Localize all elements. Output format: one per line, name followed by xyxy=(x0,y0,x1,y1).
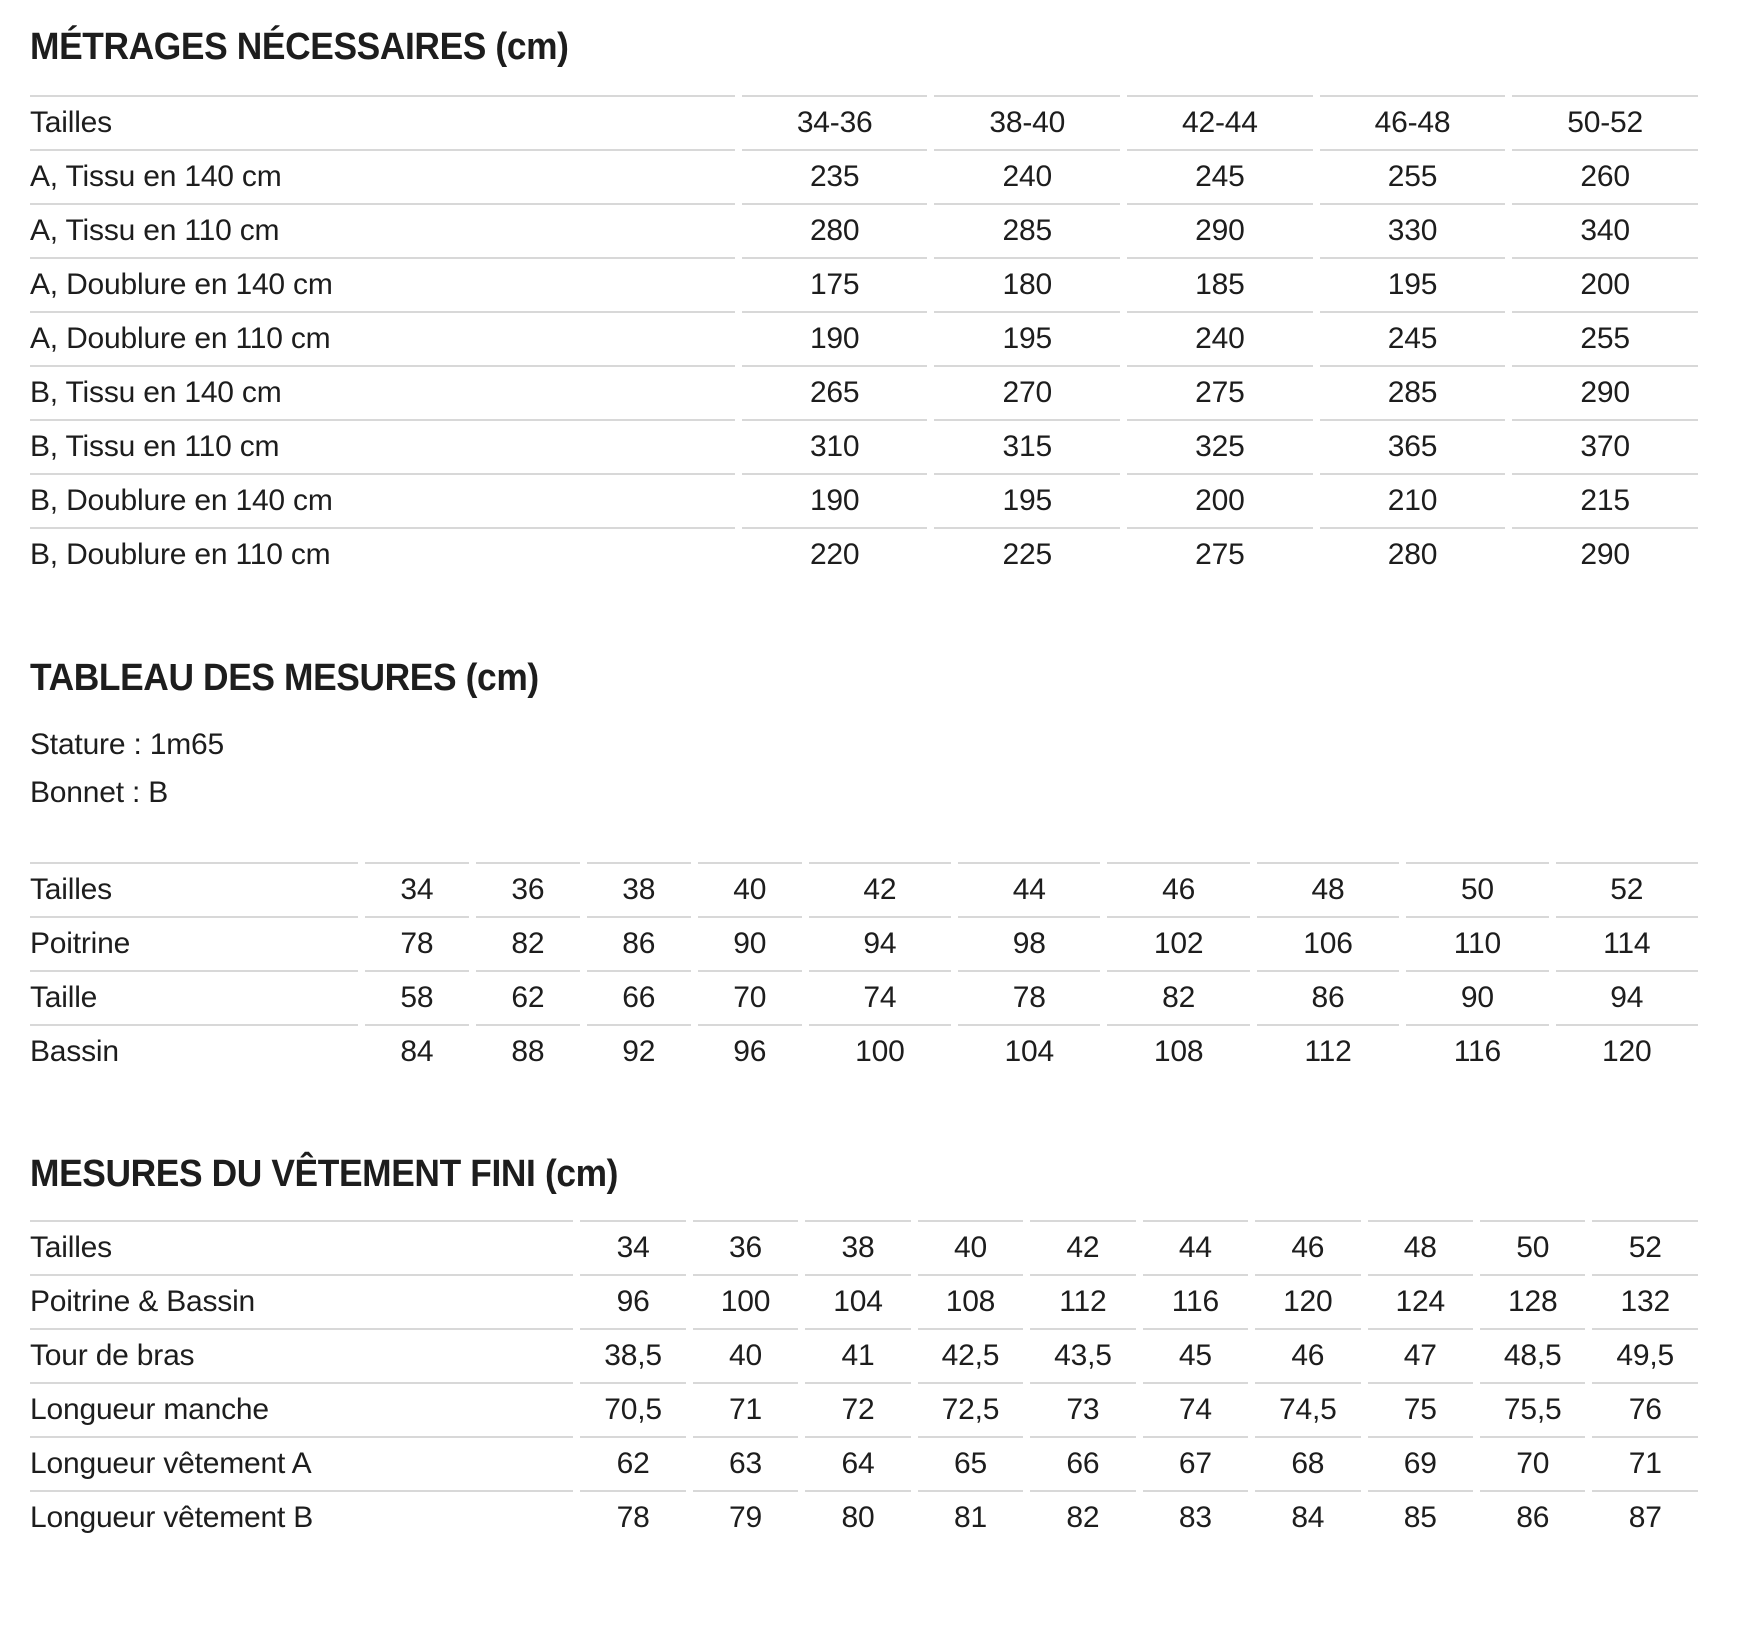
table-row xyxy=(30,527,1698,581)
size-header-cell: 34 xyxy=(580,1220,685,1274)
value-cell: 215 xyxy=(1512,473,1698,527)
value-cell: 70 xyxy=(698,970,802,1024)
value-cell: 285 xyxy=(934,203,1120,257)
value-cell: 82 xyxy=(1107,970,1249,1024)
value-cell: 46 xyxy=(1255,1328,1360,1382)
value-cell: 85 xyxy=(1368,1490,1473,1544)
value-cell: 275 xyxy=(1127,527,1313,581)
value-cell: 116 xyxy=(1143,1274,1248,1328)
value-cell: 290 xyxy=(1127,203,1313,257)
row-label-cell: A, Tissu en 140 cm xyxy=(30,149,735,203)
value-cell: 72 xyxy=(805,1382,910,1436)
value-cell: 106 xyxy=(1257,916,1399,970)
value-cell: 73 xyxy=(1030,1382,1135,1436)
value-cell: 240 xyxy=(934,149,1120,203)
size-header-row xyxy=(30,1220,1698,1274)
value-cell: 200 xyxy=(1512,257,1698,311)
size-header-cell: 34 xyxy=(365,862,469,916)
value-cell: 86 xyxy=(1480,1490,1585,1544)
table-row xyxy=(30,365,1698,419)
value-cell: 116 xyxy=(1406,1024,1548,1078)
vetement-fini-table xyxy=(23,1220,1705,1544)
table-row xyxy=(30,1328,1698,1382)
value-cell: 255 xyxy=(1512,311,1698,365)
size-header-cell: 48 xyxy=(1257,862,1399,916)
value-cell: 190 xyxy=(742,311,928,365)
note-bonnet: Bonnet : B xyxy=(30,776,169,809)
sizes-header-label-cell: Tailles xyxy=(30,862,358,916)
size-header-cell: 52 xyxy=(1592,1220,1698,1274)
row-label-cell: Longueur vêtement A xyxy=(30,1436,573,1490)
size-header-cell: 46-48 xyxy=(1320,95,1506,149)
value-cell: 86 xyxy=(587,916,691,970)
value-cell: 74 xyxy=(1143,1382,1248,1436)
value-cell: 100 xyxy=(693,1274,798,1328)
table-row xyxy=(30,257,1698,311)
mesures-table xyxy=(23,862,1705,1078)
value-cell: 74,5 xyxy=(1255,1382,1360,1436)
value-cell: 65 xyxy=(918,1436,1023,1490)
value-cell: 62 xyxy=(580,1436,685,1490)
row-label-cell: Tour de bras xyxy=(30,1328,573,1382)
size-header-cell: 44 xyxy=(958,862,1100,916)
value-cell: 74 xyxy=(809,970,951,1024)
row-label-cell: Poitrine & Bassin xyxy=(30,1274,573,1328)
value-cell: 49,5 xyxy=(1592,1328,1698,1382)
size-header-cell: 38 xyxy=(587,862,691,916)
note-stature: Stature : 1m65 xyxy=(30,728,224,761)
value-cell: 120 xyxy=(1556,1024,1698,1078)
value-cell: 58 xyxy=(365,970,469,1024)
value-cell: 225 xyxy=(934,527,1120,581)
metrages-table xyxy=(23,95,1705,581)
value-cell: 88 xyxy=(476,1024,580,1078)
measure-notes xyxy=(30,721,1698,817)
value-cell: 67 xyxy=(1143,1436,1248,1490)
value-cell: 84 xyxy=(1255,1490,1360,1544)
value-cell: 78 xyxy=(365,916,469,970)
size-header-cell: 46 xyxy=(1107,862,1249,916)
sizes-header-label-cell: Tailles xyxy=(30,1220,573,1274)
value-cell: 280 xyxy=(1320,527,1506,581)
value-cell: 90 xyxy=(698,916,802,970)
value-cell: 365 xyxy=(1320,419,1506,473)
value-cell: 275 xyxy=(1127,365,1313,419)
value-cell: 114 xyxy=(1556,916,1698,970)
section-title-metrages: MÉTRAGES NÉCESSAIRES (cm) xyxy=(30,26,569,68)
value-cell: 87 xyxy=(1592,1490,1698,1544)
value-cell: 370 xyxy=(1512,419,1698,473)
value-cell: 78 xyxy=(958,970,1100,1024)
value-cell: 40 xyxy=(693,1328,798,1382)
value-cell: 81 xyxy=(918,1490,1023,1544)
value-cell: 92 xyxy=(587,1024,691,1078)
value-cell: 98 xyxy=(958,916,1100,970)
value-cell: 102 xyxy=(1107,916,1249,970)
value-cell: 71 xyxy=(1592,1436,1698,1490)
row-label-cell: B, Tissu en 140 cm xyxy=(30,365,735,419)
table-row xyxy=(30,311,1698,365)
value-cell: 325 xyxy=(1127,419,1313,473)
row-label-cell: Longueur vêtement B xyxy=(30,1490,573,1544)
value-cell: 47 xyxy=(1368,1328,1473,1382)
value-cell: 82 xyxy=(1030,1490,1135,1544)
value-cell: 64 xyxy=(805,1436,910,1490)
value-cell: 310 xyxy=(742,419,928,473)
size-header-cell: 48 xyxy=(1368,1220,1473,1274)
value-cell: 195 xyxy=(934,473,1120,527)
value-cell: 108 xyxy=(918,1274,1023,1328)
table-row xyxy=(30,916,1698,970)
value-cell: 210 xyxy=(1320,473,1506,527)
value-cell: 90 xyxy=(1406,970,1548,1024)
size-header-cell: 36 xyxy=(693,1220,798,1274)
table-row xyxy=(30,203,1698,257)
value-cell: 315 xyxy=(934,419,1120,473)
table-row xyxy=(30,1024,1698,1078)
value-cell: 200 xyxy=(1127,473,1313,527)
section-title-vetement-fini: MESURES DU VÊTEMENT FINI (cm) xyxy=(30,1153,619,1195)
value-cell: 63 xyxy=(693,1436,798,1490)
value-cell: 104 xyxy=(805,1274,910,1328)
value-cell: 112 xyxy=(1257,1024,1399,1078)
value-cell: 128 xyxy=(1480,1274,1585,1328)
table-row xyxy=(30,970,1698,1024)
value-cell: 94 xyxy=(809,916,951,970)
value-cell: 72,5 xyxy=(918,1382,1023,1436)
row-label-cell: Longueur manche xyxy=(30,1382,573,1436)
row-label-cell: B, Tissu en 110 cm xyxy=(30,419,735,473)
value-cell: 66 xyxy=(587,970,691,1024)
value-cell: 75 xyxy=(1368,1382,1473,1436)
value-cell: 84 xyxy=(365,1024,469,1078)
value-cell: 42,5 xyxy=(918,1328,1023,1382)
section-title-mesures: TABLEAU DES MESURES (cm) xyxy=(30,657,539,699)
size-header-row xyxy=(30,862,1698,916)
row-label-cell: B, Doublure en 110 cm xyxy=(30,527,735,581)
row-label-cell: B, Doublure en 140 cm xyxy=(30,473,735,527)
value-cell: 96 xyxy=(698,1024,802,1078)
size-header-cell: 50 xyxy=(1406,862,1548,916)
size-header-cell: 38 xyxy=(805,1220,910,1274)
sizes-header-label-cell: Tailles xyxy=(30,95,735,149)
value-cell: 190 xyxy=(742,473,928,527)
value-cell: 48,5 xyxy=(1480,1328,1585,1382)
value-cell: 240 xyxy=(1127,311,1313,365)
table-row xyxy=(30,1490,1698,1544)
value-cell: 330 xyxy=(1320,203,1506,257)
table-row xyxy=(30,419,1698,473)
value-cell: 78 xyxy=(580,1490,685,1544)
value-cell: 41 xyxy=(805,1328,910,1382)
value-cell: 43,5 xyxy=(1030,1328,1135,1382)
value-cell: 175 xyxy=(742,257,928,311)
value-cell: 260 xyxy=(1512,149,1698,203)
size-header-cell: 36 xyxy=(476,862,580,916)
value-cell: 66 xyxy=(1030,1436,1135,1490)
size-header-cell: 50-52 xyxy=(1512,95,1698,149)
size-header-row xyxy=(30,95,1698,149)
value-cell: 195 xyxy=(1320,257,1506,311)
value-cell: 285 xyxy=(1320,365,1506,419)
value-cell: 270 xyxy=(934,365,1120,419)
value-cell: 75,5 xyxy=(1480,1382,1585,1436)
value-cell: 79 xyxy=(693,1490,798,1544)
value-cell: 280 xyxy=(742,203,928,257)
value-cell: 69 xyxy=(1368,1436,1473,1490)
value-cell: 71 xyxy=(693,1382,798,1436)
value-cell: 340 xyxy=(1512,203,1698,257)
value-cell: 124 xyxy=(1368,1274,1473,1328)
table-row xyxy=(30,149,1698,203)
value-cell: 62 xyxy=(476,970,580,1024)
value-cell: 255 xyxy=(1320,149,1506,203)
value-cell: 195 xyxy=(934,311,1120,365)
value-cell: 265 xyxy=(742,365,928,419)
row-label-cell: A, Doublure en 140 cm xyxy=(30,257,735,311)
value-cell: 100 xyxy=(809,1024,951,1078)
value-cell: 245 xyxy=(1127,149,1313,203)
value-cell: 180 xyxy=(934,257,1120,311)
size-header-cell: 40 xyxy=(698,862,802,916)
row-label-cell: A, Doublure en 110 cm xyxy=(30,311,735,365)
value-cell: 38,5 xyxy=(580,1328,685,1382)
value-cell: 80 xyxy=(805,1490,910,1544)
size-header-cell: 44 xyxy=(1143,1220,1248,1274)
size-header-cell: 50 xyxy=(1480,1220,1585,1274)
value-cell: 110 xyxy=(1406,916,1548,970)
size-header-cell: 52 xyxy=(1556,862,1698,916)
row-label-cell: Poitrine xyxy=(30,916,358,970)
size-header-cell: 42 xyxy=(1030,1220,1135,1274)
value-cell: 86 xyxy=(1257,970,1399,1024)
value-cell: 108 xyxy=(1107,1024,1249,1078)
row-label-cell: Bassin xyxy=(30,1024,358,1078)
value-cell: 83 xyxy=(1143,1490,1248,1544)
value-cell: 245 xyxy=(1320,311,1506,365)
value-cell: 132 xyxy=(1592,1274,1698,1328)
row-label-cell: A, Tissu en 110 cm xyxy=(30,203,735,257)
row-label-cell: Taille xyxy=(30,970,358,1024)
table-row xyxy=(30,1274,1698,1328)
table-row xyxy=(30,1436,1698,1490)
value-cell: 70 xyxy=(1480,1436,1585,1490)
value-cell: 76 xyxy=(1592,1382,1698,1436)
value-cell: 45 xyxy=(1143,1328,1248,1382)
table-row xyxy=(30,473,1698,527)
table-row xyxy=(30,1382,1698,1436)
value-cell: 104 xyxy=(958,1024,1100,1078)
value-cell: 220 xyxy=(742,527,928,581)
value-cell: 235 xyxy=(742,149,928,203)
size-header-cell: 42 xyxy=(809,862,951,916)
value-cell: 70,5 xyxy=(580,1382,685,1436)
value-cell: 112 xyxy=(1030,1274,1135,1328)
size-header-cell: 38-40 xyxy=(934,95,1120,149)
value-cell: 290 xyxy=(1512,527,1698,581)
size-guide-page xyxy=(0,28,1738,1544)
value-cell: 120 xyxy=(1255,1274,1360,1328)
value-cell: 82 xyxy=(476,916,580,970)
size-header-cell: 46 xyxy=(1255,1220,1360,1274)
size-header-cell: 42-44 xyxy=(1127,95,1313,149)
value-cell: 96 xyxy=(580,1274,685,1328)
value-cell: 185 xyxy=(1127,257,1313,311)
value-cell: 94 xyxy=(1556,970,1698,1024)
size-header-cell: 40 xyxy=(918,1220,1023,1274)
value-cell: 290 xyxy=(1512,365,1698,419)
value-cell: 68 xyxy=(1255,1436,1360,1490)
size-header-cell: 34-36 xyxy=(742,95,928,149)
